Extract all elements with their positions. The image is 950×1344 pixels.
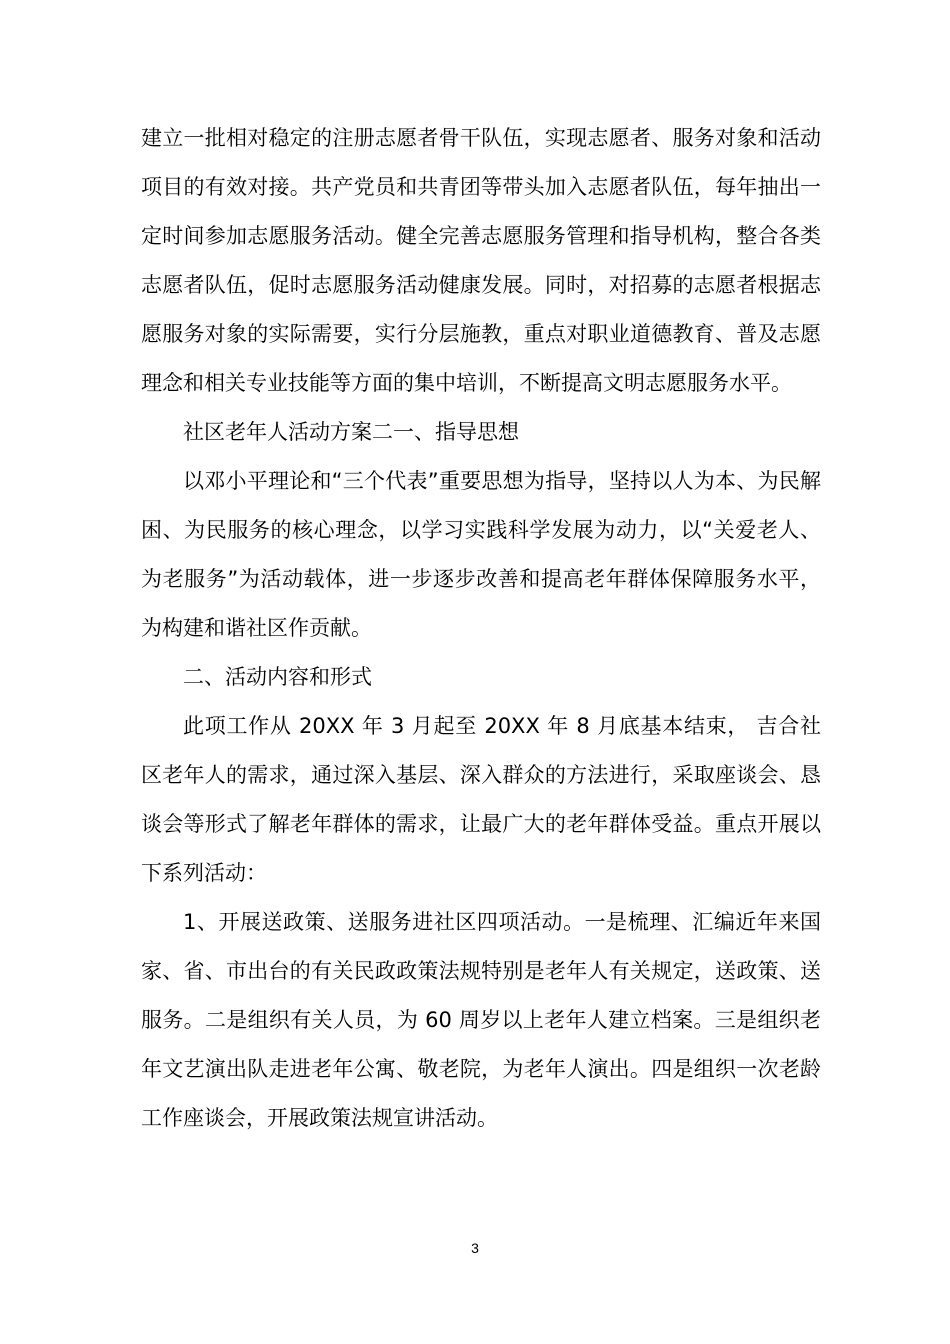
body-paragraph: 建立一批相对稳定的注册志愿者骨干队伍，实现志愿者、服务对象和活动项目的有效对接。共产党员和共青团等带头加入志愿者队伍，每年抽出一定时间参加志愿服务活动。健全完善志愿服务管理和指导机构，整合各类志愿者队伍，促时志愿服务活动健康发展。同时，对招募的志愿者根据志愿服务对象的实际需要，实行分层施教，重点对职业道德教育、普及志愿理念和相关专业技能等方面的集中培训，不断提高文明志愿服务水平。 xyxy=(141,126,821,395)
document-body xyxy=(141,114,821,1143)
body-paragraph: 1、开展送政策、送服务进社区四项活动。一是梳理、汇编近年来国家、省、市出台的有关民政政策法规特别是老年人有关规定，送政策、送服务。二是组织有关人员，为 60 周岁以上老年人建立档案。三是组织老年文艺演出队走进老年公寓、敬老院，为老年人演出。四是组织一次老龄工作座谈会，开展政策法规宣讲活动。 xyxy=(141,910,821,1130)
page-number: 3 xyxy=(471,1240,479,1256)
section-heading: 社区老年人活动方案二一、指导思想 xyxy=(183,420,519,444)
body-paragraph: 此项工作从 20XX 年 3 月起至 20XX 年 8 月底基本结束， 吉合社区老年人的需求，通过深入基层、深入群众的方法进行，采取座谈会、恳谈会等形式了解老年群体的需求，让最广大的老年群体受益。重点开展以下系列活动： xyxy=(141,714,821,885)
section-heading: 二、活动内容和形式 xyxy=(183,665,372,689)
body-paragraph: 以邓小平理论和“三个代表”重要思想为指导，坚持以人为本、为民解困、为民服务的核心理念，以学习实践科学发展为动力，以“关爱老人、为老服务”为活动载体，进一步逐步改善和提高老年群体保障服务水平，为构建和谐社区作贡献。 xyxy=(141,469,821,640)
